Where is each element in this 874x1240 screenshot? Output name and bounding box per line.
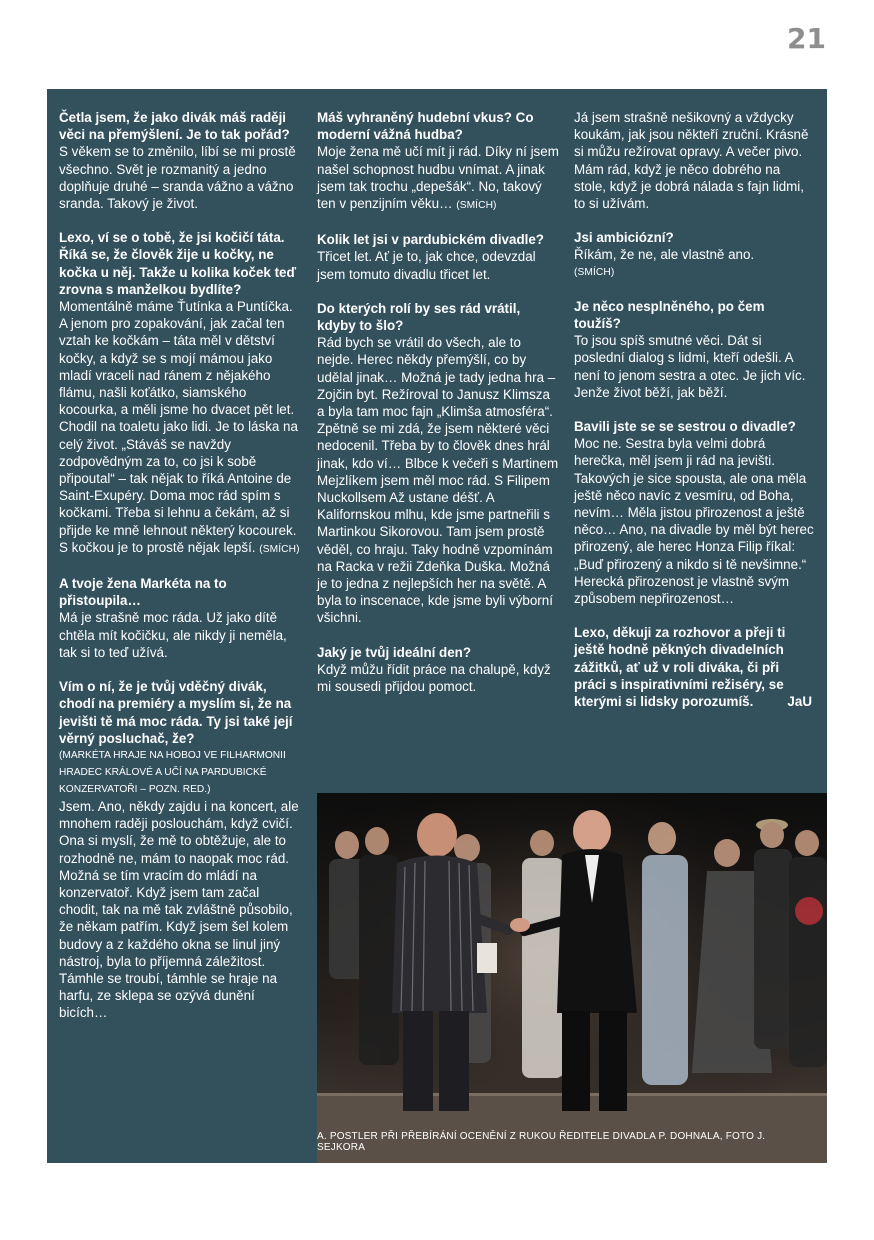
editor-note: (MARKÉTA HRAJE NA HOBOJ VE FILHARMONII HRADEC KRÁLOVÉ A UČÍ NA PARDUBICKÉ KONZERVATOŘI – POZN. RED.) (59, 749, 286, 795)
answer: Já jsem strašně nešikovný a vždycky koukám, jak jsou někteří zruční. Krásně si můžu režírovat opravy. A večer pivo. Mám rád, když je něco dobrého na stole, když je dobrá nálada s fajn lidmi, to si užívám. (574, 110, 809, 212)
question: Jaký je tvůj ideální den? (317, 644, 472, 660)
question: Kolik let jsi v pardubickém divadle? (317, 232, 544, 248)
qa-block (59, 109, 302, 212)
award-ceremony-image (317, 793, 827, 1163)
author-signature: JaU (787, 694, 812, 710)
closing-block (574, 624, 814, 710)
qa-block (574, 418, 814, 607)
answer: Když můžu řídit práce na chalupě, když mi sousedi přijdou pomoct. (317, 661, 551, 695)
question: Lexo, ví se o tobě, že jsi kočičí táta. Říká se, že člověk žije u kočky, ne kočka u něj. Takže u kolika koček teď zrovna s manželkou bydlíte? (59, 230, 297, 297)
question: Do kterých rolí by ses rád vrátil, kdyby to šlo? (317, 300, 521, 334)
answer: Má je strašně moc ráda. Už jako dítě chtěla mít kočičku, ale nikdy ji neměla, tak si to teď užívá. (59, 610, 287, 660)
qa-block (574, 298, 814, 401)
qa-block (317, 231, 560, 283)
question: Jsi ambiciózní? (574, 230, 674, 246)
stage-photo (317, 793, 827, 1163)
question: A tvoje žena Markéta na to přistoupila… (59, 576, 227, 609)
question: Máš vyhraněný hudební vkus? Co moderní vážná hudba? (317, 110, 534, 143)
qa-block (317, 109, 560, 214)
answer: Rád bych se vrátil do všech, ale to nejde. Herec někdy přemýšlí, co by udělal jinak… Možná je tady jedna hra – Zojčin byt. Režíroval to Janusz Klimsza a byla tam moc fajn „Klimša atmosféra“. Zpětně se mi zdá, že jsem některé věci nedocenil. Třeba by to člověk dnes hrál jinak, kdo ví… Blbce k večeři s Martinem Mejzlíkem jsem měl moc rád. S Filipem Nuckollsem Až ustane déšť. A Kalifornskou mlhu, kde jsme partneřili s Martinkou Sikorovou. Tam jsem prostě věděl, co hraju. Taky hodně vzpomínám na Racka v režii Zdeňka Duška. Možná je to jedna z nejlepších her na světě. A byla to inscenace, kde jsme byli výborní všichni. (317, 335, 559, 626)
page-number: 21 (787, 22, 826, 55)
column-2 (317, 109, 560, 712)
answer: To jsou spíš smutné věci. Dát si poslední dialog s lidmi, kteří odešli. A není to jenom sestra a otec. Je jich víc. Jenže život běží, jak běží. (574, 333, 806, 400)
question: Bavili jste se se sestrou o divadle? (574, 419, 796, 435)
laugh-tag: (SMÍCH) (259, 543, 300, 555)
question: Vím o ní, že je tvůj vděčný divák, chodí na premiéry a myslím si, že na jevišti tě má moc ráda. Ty jsi také její věrný posluchač, že? (59, 679, 293, 746)
answer: Říkám, že ne, ale vlastně ano. (574, 247, 755, 263)
qa-block (317, 644, 560, 696)
qa-block (574, 229, 814, 281)
qa-block (317, 300, 560, 627)
laugh-tag: (SMÍCH) (574, 266, 615, 278)
qa-block (574, 109, 814, 212)
answer: Jsem. Ano, někdy zajdu i na koncert, ale mnohem raději poslouchám, když cvičí. Ona si myslí, že mě to obtěžuje, ale to rozhodně ne, mám to naopak moc rád. Možná se tím vracím do mládí na konzervatoř. Když jsem tam začal chodit, tak na mě tak zvláštně působilo, že někam patřím. Když jsem šel kolem budovy a z každého okna se linul jiný nástroj, byla to příjemná záležitost. Támhle se troubí, támhle se hraje na harfu, ze sklepa se ozývá dunění bicích… (59, 798, 299, 1021)
qa-block (59, 229, 302, 558)
qa-block (59, 575, 302, 661)
answer: Moje žena mě učí mít ji rád. Díky ní jsem našel schopnost hudbu vnímat. A jinak jsem tak trochu „depešák“. No, takový ten v penzijním věku… (SMÍCH) (317, 144, 559, 212)
laugh-tag: (SMÍCH) (456, 200, 497, 212)
closing-text: Lexo, děkuji za rozhovor a přeji ti ještě hodně pěkných divadelních zážitků, ať už v roli diváka, či při práci s inspirativními režiséry, se kterými si lidsky porozumíš. (574, 625, 786, 710)
question: Četla jsem, že jako divák máš raději věci na přemýšlení. Je to tak pořád? (59, 110, 290, 143)
question: Je něco nesplněného, po čem toužíš? (574, 298, 765, 332)
column-3 (574, 109, 814, 728)
column-1 (59, 109, 302, 1039)
qa-block (59, 678, 302, 1021)
answer: Momentálně máme Ťutínka a Puntíčka. A jenom pro zopakování, jak začal ten vztah ke kočkám – táta měl v dětství kočky, a když se s mojí mámou jako mladí vraceli nad ránem z nějakého flámu, našli koťátko, siamského kocourka, a měli jsme ho dvacet pět let. Chodil na toaletu jako lidi. Je to láska na celý život. „Stáváš se navždy zodpovědným za to, co jsi k sobě připoutal“ – tak nějak to říká Antoine de Saint-Exupéry. Doma moc rád spím s kočkami. Třeba si lehnu a čekám, až si přijde ke mně lehnout některý kocourek. S kočkou je to prostě nějak lepší. (SMÍCH) (59, 299, 300, 555)
answer: Moc ne. Sestra byla velmi dobrá herečka, měl jsem ji rád na jevišti. Takových je sice spousta, ale ona měla ještě něco navíc z vesmíru, od Boha, nevím… Měla jistou přirozenost a ještě něco… Ano, na divadle by měl být herec přirozený, ale herec Honza Filip říkal: „Buď přirozený a nikdo si tě nevšimne.“ Herecká přirozenost je vlastně svým způsobem nepřirozenost… (574, 436, 814, 607)
interview-panel (47, 89, 827, 1163)
answer: S věkem se to změnilo, líbí se mi prostě všechno. Svět je rozmanitý a jedno doplňuje druhé – sranda vážno a vážno sranda. Takový je život. (59, 144, 296, 212)
photo-caption: A. POSTLER PŘI PŘEBÍRÁNÍ OCENĚNÍ Z RUKOU ŘEDITELE DIVADLA P. DOHNALA, FOTO J. SEJKORA (317, 1131, 766, 1153)
answer: Třicet let. Ať je to, jak chce, odevzdal jsem tomuto divadlu třicet let. (317, 249, 536, 282)
